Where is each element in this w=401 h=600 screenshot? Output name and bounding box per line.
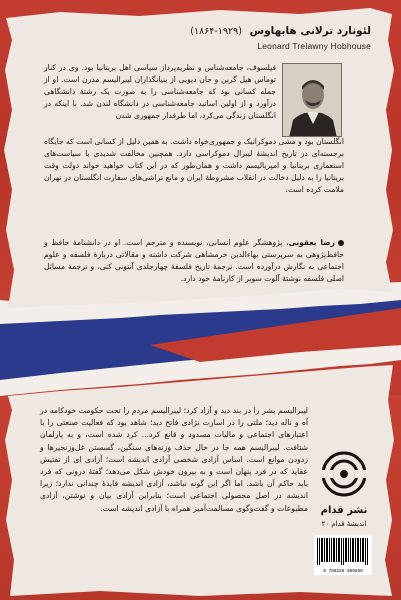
bullet-dot-icon [338,240,344,246]
author-bio-top: فیلسوف، جامعه‌شناس و نظریه‌پرداز سیاسی اهل بریتانیا بود. وی در کنار توماس هیل گرین و جان دیویی از بنیانگذاران لیبرالیسم مدرن است. او از جمله کسانی بود که جامعه‌شناسی را به صورت یک رشتهٔ دانشگاهی درآورد و از اولین اساتید جامعه‌شناسی در دانشگاه لندن شد. با اینکه در انگلستان زندگی می‌کرد، اما طرفدار جمهوری شدن [44,63,276,121]
author-years: (۱۹۲۹-۱۸۶۴) [190,26,242,37]
translator-name: رضا یعقوبی [288,238,335,247]
isbn-barcode [314,535,372,575]
portrait-image [283,64,342,137]
book-blurb: لیبرالیسم بشر را در بند دید و آزاد کرد؛ لیبرالیسم مردم را تحت حکومت خودکامه در آه و ناله دید؛ ملتی را در اسارت نژادی فاتح دید؛ شاهد بود که فعالیت صنعتی را با اعتبارهای اجتماعی و مالیات مسدود و قانع کرد... کرد شده است، و به پارلمان شتافت. لیبرالیسم همه جا در حال حذف وزنه‌های سنگین، گسستن غل‌وزنجیرها و زدودن موانع است. اساس آزادی شخصی آزادی اندیشه است؛ آزادی ای از تفتیش عقاید که در فرد پنهان است و به بیرون خودش شکل می‌دهد؛ گفتهٔ درونی که فرد باید حاکم آن باشد. اما اگر این گونه نباشد، آزادی اندیشه فایدهٔ چندانی ندارد؛ زیرا اندیشه در اصل محصولی اجتماعی است؛ بنابراین آزادی بیان و نوشتن، آزادی مطبوعات و گفت‌وگوی مسالمت‌آمیز همراه با آزادی اندیشه است. [40,406,308,513]
translator-bio [44,237,344,285]
author-name-en: Leonard Trelawny Hobhouse [257,41,371,51]
author-portrait [282,63,342,137]
author-bio-rest: انگلستان بود و مشی دموکراتیک و جمهوری‌خواه داشت. به همین دلیل از کسانی است که جایگاه برجسته‌ای در تاریخ اندیشهٔ لیبرال دموکراسی دارد. همچنین مخالفت شدیدی با سیاست‌های استعماری بریتانیا و امپریالیسم داشت و همان‌طور که در این کتاب خواهید خواند دولت وقت بریتانیا را به دلیل دخالت در انقلاب مشروطهٔ ایران و مانع تراشی‌های سفارت انگلستان در تهران ملامت کرده است. [44,137,344,195]
author-name-text: لئونارد ترلانی هابهاوس [249,25,371,37]
publisher-name: نشر قدام [320,505,368,516]
publisher-logo-icon [320,450,368,498]
barcode-number: 9 786226 966850 [323,569,363,574]
barcode-bars [314,535,372,567]
publisher-series: اندیشهٔ قدام ۲۰ [321,520,367,528]
translator-text: ، پژوهشگر علوم انسانی، نویسنده و مترجم است. او در دانشنامهٔ حافظ و حافظ‌پژوهی به سرپرستی بهاءالدین خرمشاهی شرکت داشته و مقالاتی دربارهٔ فلسفه و علوم اجتماعی به نگارش درآورده است. ترجمهٔ تاریخ فلسفهٔ چهارجلدی آنتونی کنی، و ترجمهٔ مسائل اصلی فلسفه نوشتهٔ آلوت سوبر از کارنامهٔ خود دارد. [44,238,344,284]
author-name-fa [141,25,371,37]
